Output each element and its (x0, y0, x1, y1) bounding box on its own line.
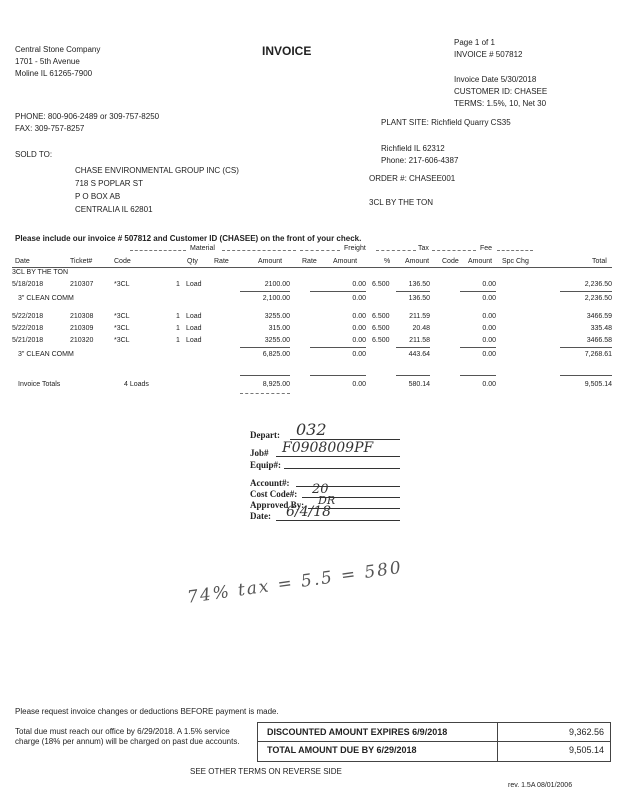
row-date: 5/18/2018 (12, 281, 44, 288)
row-qty: 1 (176, 325, 180, 332)
plant-city: Richfield IL 62312 (381, 144, 445, 153)
row-code: *3CL (114, 337, 130, 344)
discount-amount: 9,362.56 (568, 727, 604, 737)
subtotal-freight: 0.00 (352, 295, 366, 302)
row-code: *3CL (114, 313, 130, 320)
row-amount: 2100.00 (264, 281, 290, 288)
stamp-account-label: Account#: (250, 478, 290, 488)
col-tax-pct: % (384, 258, 391, 265)
col-qty: Qty (187, 258, 198, 265)
subtotal-fee: 0.00 (482, 351, 496, 358)
stamp-cost-value: 20 (312, 482, 329, 497)
company-fax: FAX: 309-757-8257 (15, 124, 85, 133)
stamp-line (302, 497, 400, 498)
customer-id: CUSTOMER ID: CHASEE (454, 87, 548, 96)
footer-request: Please request invoice changes or deductions BEFORE payment is made. (15, 707, 279, 716)
plant-site: PLANT SITE: Richfield Quarry CS35 (381, 118, 511, 127)
freight-group-header: Freight (344, 245, 366, 252)
row-freight-amount: 0.00 (352, 313, 366, 320)
row-tax-pct: 6.500 (372, 325, 390, 332)
row-fee-amount: 0.00 (482, 337, 496, 344)
material-header-dash-right (222, 250, 296, 251)
row-tax-pct: 6.500 (372, 337, 390, 344)
payment-terms: TERMS: 1.5%, 10, Net 30 (454, 99, 547, 108)
row-unit: Load (186, 325, 202, 332)
row-date: 5/22/2018 (12, 313, 44, 320)
subtotal-rule (560, 291, 612, 292)
stamp-line (276, 520, 400, 521)
totals-total: 9,505.14 (584, 381, 612, 388)
row-date: 5/21/2018 (12, 337, 44, 344)
subtotal-rule (460, 347, 496, 348)
subtotal-amount: 6,825.00 (262, 351, 290, 358)
stamp-job-value: F0908009PF (282, 440, 374, 456)
stamp-approved-label: Approved By: (250, 500, 305, 510)
company-phone: PHONE: 800-906-2489 or 309-757-8250 (15, 112, 160, 121)
row-tax-amount: 20.48 (412, 325, 430, 332)
row-unit: Load (186, 281, 202, 288)
col-freight-rate: Rate (302, 258, 317, 265)
totals-rule (240, 375, 290, 376)
stamp-depart-label: Depart: (250, 430, 280, 440)
row-date: 5/22/2018 (12, 325, 44, 332)
row-tax-pct: 6.500 (372, 313, 390, 320)
row-qty: 1 (176, 337, 180, 344)
row-total: 335.48 (590, 325, 612, 332)
sold-to-line-4: CENTRALIA IL 62801 (75, 205, 153, 214)
stamp-date-label: Date: (250, 511, 271, 521)
subtotal-label: 3" CLEAN COMM (18, 295, 74, 302)
subtotal-label: 3" CLEAN COMM (18, 351, 74, 358)
row-ticket: 210309 (70, 325, 94, 332)
totals-rule (310, 375, 366, 376)
row-total: 3466.59 (586, 313, 612, 320)
row-unit: Load (186, 337, 202, 344)
subtotal-rule (560, 347, 612, 348)
invoice-title: INVOICE (262, 44, 312, 58)
row-ticket: 210320 (70, 337, 94, 344)
col-fee-code: Code (442, 258, 459, 265)
discount-label: DISCOUNTED AMOUNT EXPIRES 6/9/2018 (267, 727, 448, 737)
stamp-date-value: 6/4/18 (286, 504, 332, 520)
col-tax-amount: Amount (405, 258, 430, 265)
subtotal-rule (310, 291, 366, 292)
row-code: *3CL (114, 281, 130, 288)
stamp-job-label: Job# (250, 448, 269, 458)
subtotal-total: 7,268.61 (584, 351, 612, 358)
row-total: 2,236.50 (584, 281, 612, 288)
page-number: Page 1 of 1 (454, 38, 495, 47)
row-freight-amount: 0.00 (352, 325, 366, 332)
sold-to-label: SOLD TO: (15, 150, 53, 159)
row-amount: 315.00 (268, 325, 290, 332)
subtotal-tax: 443.64 (408, 351, 430, 358)
fee-header-dash-right (497, 250, 533, 251)
freight-header-dash-left (300, 250, 340, 251)
totals-fee: 0.00 (482, 381, 496, 388)
row-fee-amount: 0.00 (482, 313, 496, 320)
plant-phone: Phone: 217-606-4387 (381, 156, 459, 165)
company-address-2: Moline IL 61265-7900 (15, 69, 93, 78)
sold-to-line-2: 718 S POPLAR ST (75, 179, 144, 188)
header-divider (12, 267, 612, 268)
sold-to-line-1: CHASE ENVIRONMENTAL GROUP INC (CS) (75, 166, 239, 175)
totals-rule (460, 375, 496, 376)
totals-label: Invoice Totals (18, 381, 61, 388)
row-tax-amount: 136.50 (408, 281, 430, 288)
invoice-number: INVOICE # 507812 (454, 50, 523, 59)
sold-to-line-3: P O BOX AB (75, 192, 121, 201)
subtotal-rule (396, 347, 430, 348)
row-qty: 1 (176, 313, 180, 320)
subtotal-freight: 0.00 (352, 351, 366, 358)
row-ticket: 210308 (70, 313, 94, 320)
subtotal-rule (310, 347, 366, 348)
subtotal-fee: 0.00 (482, 295, 496, 302)
totals-freight: 0.00 (352, 381, 366, 388)
totals-loads: 4 Loads (124, 381, 149, 388)
material-header-dash-left (130, 250, 186, 251)
col-freight-amount: Amount (333, 258, 358, 265)
amount-due-column-divider (497, 722, 498, 761)
row-amount: 3255.00 (264, 337, 290, 344)
total-due-label: TOTAL AMOUNT DUE BY 6/29/2018 (267, 745, 417, 755)
col-date: Date (15, 258, 30, 265)
order-number: ORDER #: CHASEE001 (369, 174, 456, 183)
col-code: Code (114, 258, 131, 265)
row-unit: Load (186, 313, 202, 320)
stamp-depart-value: 032 (296, 420, 327, 439)
row-qty: 1 (176, 281, 180, 288)
company-address-1: 1701 - 5th Avenue (15, 57, 80, 66)
row-freight-amount: 0.00 (352, 337, 366, 344)
amount-due-divider (257, 741, 610, 742)
row-tax-amount: 211.58 (409, 337, 430, 344)
section-label: 3CL BY THE TON (12, 269, 69, 276)
subtotal-total: 2,236.50 (584, 295, 612, 302)
col-fee-amount: Amount (468, 258, 493, 265)
subtotal-rule (460, 291, 496, 292)
stamp-cost-label: Cost Code#: (250, 489, 298, 499)
subtotal-amount: 2,100.00 (262, 295, 290, 302)
company-name: Central Stone Company (15, 45, 101, 54)
total-due-amount: 9,505.14 (568, 745, 604, 755)
stamp-line (276, 456, 400, 457)
subtotal-rule (396, 291, 430, 292)
row-fee-amount: 0.00 (482, 325, 496, 332)
subtotal-tax: 136.50 (408, 295, 430, 302)
col-total: Total (592, 258, 607, 265)
invoice-date: Invoice Date 5/30/2018 (454, 75, 537, 84)
totals-amount: 8,925.00 (262, 381, 290, 388)
row-amount: 3255.00 (264, 313, 290, 320)
stamp-line (284, 468, 400, 469)
footer-due-text: Total due must reach our office by 6/29/2018. A 1.5% service charge (18% per annum) will be charged on past due accounts. (15, 727, 240, 746)
handwritten-note: 74% tax = 5.5 = 580 (186, 557, 405, 608)
payment-notice: Please include our invoice # 507812 and Customer ID (CHASEE) on the front of your check. (15, 234, 362, 243)
col-rate: Rate (214, 258, 229, 265)
row-tax-pct: 6.500 (372, 281, 390, 288)
stamp-approved-value: DR (318, 494, 336, 507)
freight-header-dash-right (376, 250, 416, 251)
row-code: *3CL (114, 325, 130, 332)
col-amount: Amount (258, 258, 283, 265)
row-fee-amount: 0.00 (482, 281, 496, 288)
totals-rule (560, 375, 612, 376)
tax-header-dash-right (432, 250, 476, 251)
totals-rule (396, 375, 430, 376)
other-terms: SEE OTHER TERMS ON REVERSE SIDE (190, 767, 342, 776)
row-ticket: 210307 (70, 281, 94, 288)
subtotal-rule (240, 291, 290, 292)
material-group-header: Material (190, 245, 215, 252)
tax-group-header: Tax (418, 245, 429, 252)
col-spc-chg: Spc Chg (502, 258, 529, 265)
row-tax-amount: 211.59 (409, 313, 430, 320)
row-freight-amount: 0.00 (352, 281, 366, 288)
fee-group-header: Fee (480, 245, 493, 252)
row-total: 3466.58 (586, 337, 612, 344)
stamp-equip-label: Equip#: (250, 460, 282, 470)
revision-code: rev. 1.5A 08/01/2006 (508, 782, 573, 789)
subtotal-rule (240, 347, 290, 348)
totals-tax: 580.14 (408, 381, 430, 388)
totals-underline (240, 393, 290, 394)
col-ticket: Ticket# (70, 258, 93, 265)
sold-by: 3CL BY THE TON (369, 198, 434, 207)
